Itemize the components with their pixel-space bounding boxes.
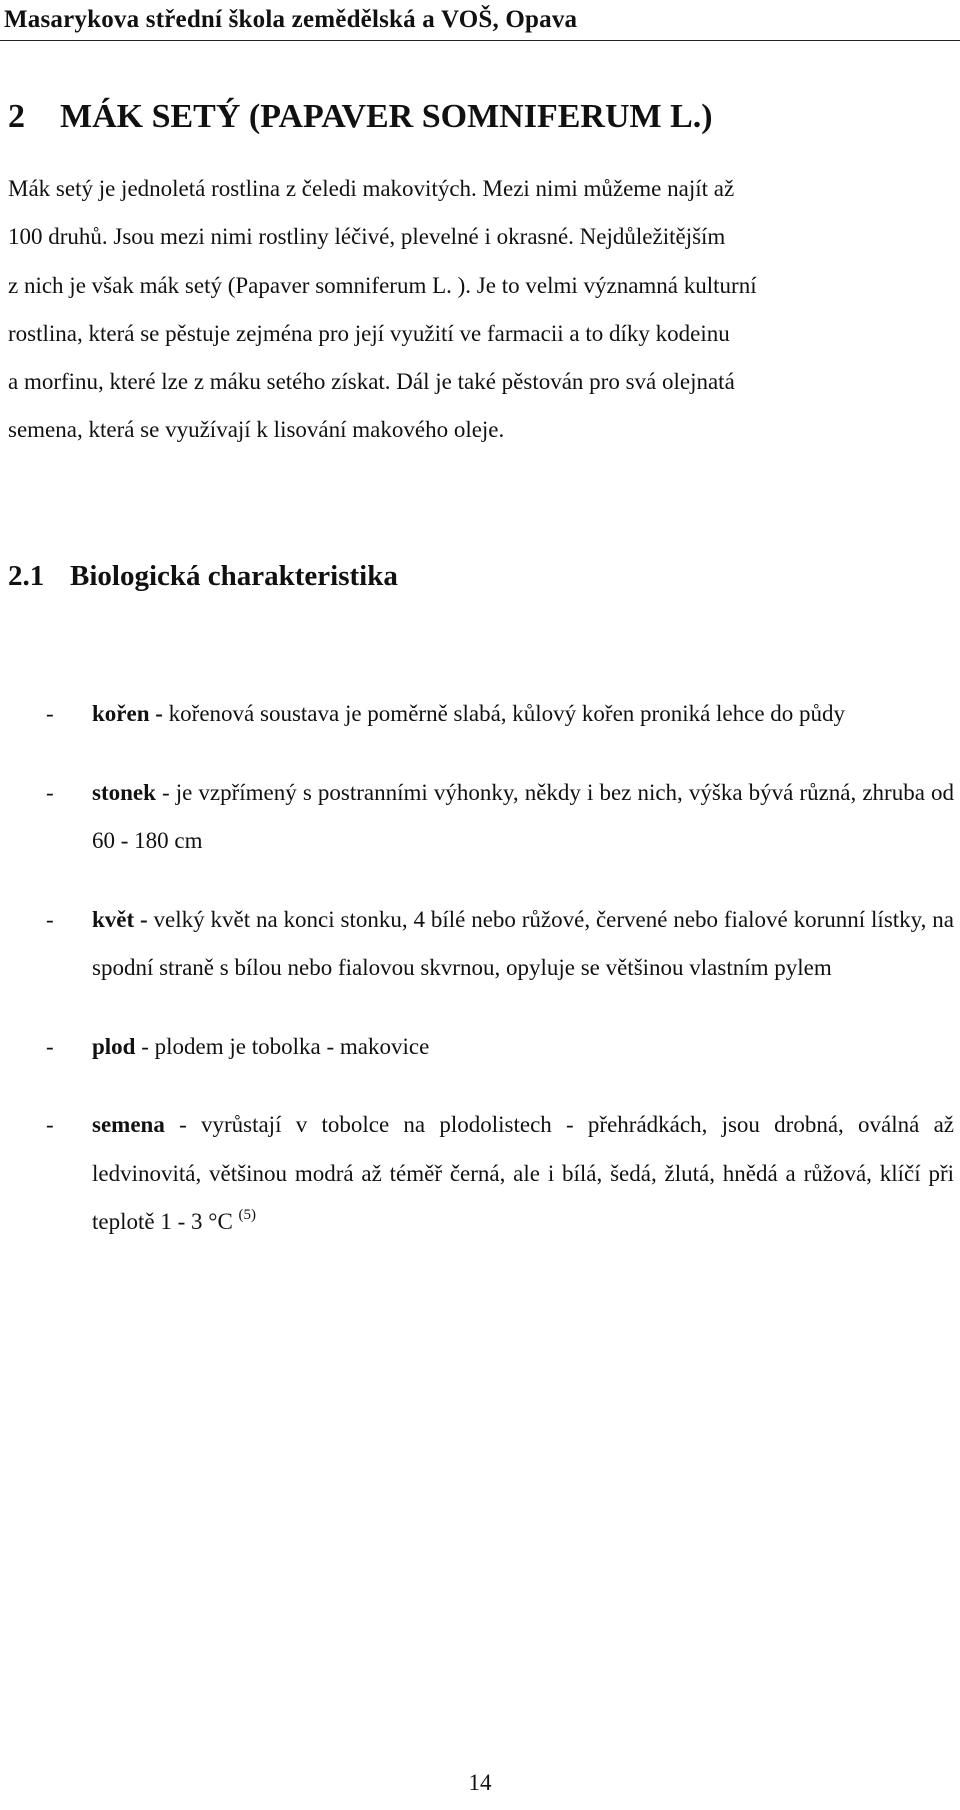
page-header: Masarykova střední škola zemědělská a VOŠ, Opava xyxy=(4,6,578,33)
intro-paragraph xyxy=(8,165,954,455)
chapter-number: 2 xyxy=(8,98,25,135)
page-number: 14 xyxy=(468,1770,492,1795)
characteristics-list xyxy=(8,690,954,1277)
intro-line: z nich je však mák setý (Papaver somniferum L. ). Je to velmi významná kulturní xyxy=(8,272,757,298)
list-dash: - xyxy=(46,906,54,932)
term-fruit: plod xyxy=(92,1033,136,1059)
definition-root: kořenová soustava je poměrně slabá, kůlový kořen proniká lehce do půdy xyxy=(162,701,846,726)
list-dash: - xyxy=(46,1033,54,1059)
section-number: 2.1 xyxy=(8,560,45,592)
intro-line: a morfinu, které lze z máku setého získat. Dál je také pěstován pro svá olejnatá xyxy=(8,369,735,395)
section-title: Biologická charakteristika xyxy=(70,560,398,592)
list-item-fruit xyxy=(8,1023,954,1072)
list-item-seeds xyxy=(8,1101,954,1247)
term-root: kořen - xyxy=(92,701,163,726)
citation-reference: (5) xyxy=(238,1207,257,1223)
term-stem: stonek xyxy=(92,779,156,805)
definition-flower: velký květ na konci stonku, 4 bílé nebo růžové, červené nebo fialové korunní lístky, na spodní straně s bílou nebo fialovou skvrnou, opyluje se většinou vlastním pylem xyxy=(92,906,954,980)
definition-seeds: - vyrůstají v tobolce na plodolistech - přehrádkách, jsou drobná, oválná až ledvinovitá, většinou modrá až téměř černá, ale i bílá, šedá, žlutá, hnědá a růžová, klíčí při teplotě 1 - 3 °C xyxy=(92,1112,954,1234)
header-divider xyxy=(0,40,960,41)
list-dash: - xyxy=(46,701,54,726)
definition-stem: - je vzpřímený s postranními výhonky, někdy i bez nich, výška bývá různá, zhruba od 60 - 180 cm xyxy=(92,779,954,853)
list-item-stem xyxy=(8,769,954,866)
list-dash: - xyxy=(46,779,54,805)
intro-line: Mák setý je jednoletá rostlina z čeledi makovitých. Mezi nimi můžeme najít až xyxy=(8,176,735,201)
chapter-heading xyxy=(8,98,713,136)
intro-line: 100 druhů. Jsou mezi nimi rostliny léčivé, plevelné i okrasné. Nejdůležitějším xyxy=(8,224,726,250)
intro-line: rostlina, která se pěstuje zejména pro její využití ve farmacii a to díky kodeinu xyxy=(8,320,730,346)
list-item-flower xyxy=(8,896,954,993)
intro-line: semena, která se využívají k lisování makového oleje. xyxy=(8,417,505,443)
term-seeds: semena xyxy=(92,1112,165,1137)
list-dash: - xyxy=(46,1112,54,1137)
section-heading xyxy=(8,560,398,593)
term-flower: květ - xyxy=(92,906,148,932)
definition-fruit: - plodem je tobolka - makovice xyxy=(135,1033,430,1059)
list-item-root xyxy=(8,690,954,739)
chapter-title: MÁK SETÝ (PAPAVER SOMNIFERUM L.) xyxy=(60,98,713,135)
